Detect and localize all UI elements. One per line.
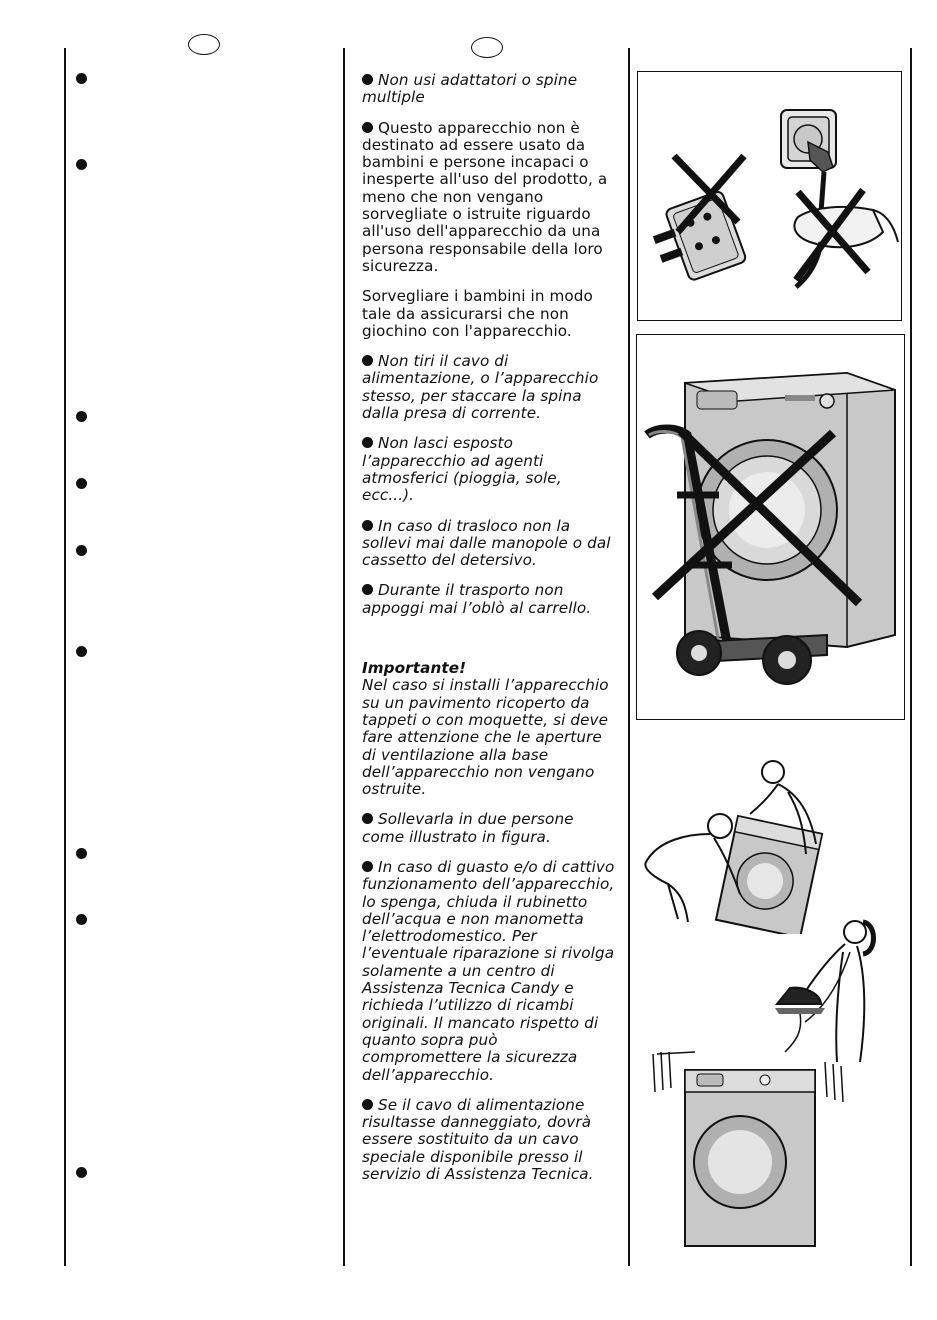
paragraph-moving: In caso di trasloco non la sollevi mai dalle manopole o dal cassetto del detersivo.	[362, 516, 611, 570]
two-person-lift-icon	[638, 754, 838, 934]
paragraph-supervise-children: Sorvegliare i bambini in modo tale da assicurarsi che non giochino con l'apparecchio.	[362, 287, 593, 340]
bullet-dot	[362, 584, 373, 595]
no-adapter-icon	[638, 72, 901, 320]
bullet-dot	[362, 1099, 373, 1110]
left-bullet	[76, 159, 87, 170]
safety-text-column	[362, 72, 618, 1196]
no-trolley-icon	[637, 335, 904, 719]
figure-fault-call	[645, 912, 885, 1252]
bullet-dot	[362, 861, 373, 872]
language-marker-left	[188, 34, 220, 55]
left-bullet	[76, 411, 87, 422]
paragraph-two-person-lift: Sollevarla in due persone come illustrato in figura.	[362, 810, 574, 846]
figure-two-person-lift	[638, 754, 838, 934]
left-bullet	[76, 1167, 87, 1178]
bullet-dot	[362, 122, 373, 133]
column-rule-middle	[343, 48, 345, 1266]
column-rule-left	[64, 48, 66, 1266]
important-heading: Importante!	[362, 659, 467, 678]
language-marker-right	[471, 37, 503, 58]
fault-phone-icon	[645, 912, 885, 1252]
bullet-dot	[362, 74, 373, 85]
paragraph-weather-exposure: Non lasci esposto l’apparecchio ad agenti atmosferici (pioggia, sole, ecc...).	[362, 434, 562, 505]
bullet-dot	[362, 355, 373, 366]
bullet-dot	[362, 813, 373, 824]
paragraph-fault: In caso di guasto e/o di cattivo funzionamento dell’apparecchio, lo spenga, chiuda il rubinetto dell’acqua e non manometta l’elettrodomestico. Per l’eventuale riparazione si rivolga solamente a un centro di Assistenza Tecnica Candy e richieda l’utilizzo di ricambi originali. Il mancato rispetto di quanto sopra può compromettere la sicurezza dell’apparecchio.	[362, 857, 615, 1084]
bullet-dot	[362, 520, 373, 531]
left-bullet	[76, 646, 87, 657]
paragraph-transport-door: Durante il trasporto non appoggi mai l’oblò al carrello.	[362, 581, 592, 617]
paragraph-no-adapters: Non usi adattatori o spine multiple	[362, 71, 578, 107]
column-rule-edge	[910, 48, 912, 1266]
figure-adapter-plug	[637, 71, 902, 321]
left-bullet	[76, 73, 87, 84]
paragraph-children-warning: Questo apparecchio non è destinato ad essere usato da bambini e persone incapaci o inesperte all'uso del prodotto, a meno che non vengano sorvegliate o istruite riguardo all'uso dell'apparecchio da una persona responsabile della loro sicurezza.	[362, 118, 608, 275]
figure-trolley	[636, 334, 905, 720]
paragraph-important: Importante! Nel caso si installi l’apparecchio su un pavimento ricoperto da tappeti o con moquette, si deve fare attenzione che le aperture di ventilazione alla base dell’apparecchio non vengano ostruite.	[362, 660, 618, 798]
left-bullet	[76, 478, 87, 489]
bullet-dot	[362, 437, 373, 448]
paragraph-do-not-pull-cable: Non tiri il cavo di alimentazione, o l’apparecchio stesso, per staccare la spina dalla presa di corrente.	[362, 352, 599, 423]
left-bullet	[76, 848, 87, 859]
paragraph-damaged-cable: Se il cavo di alimentazione risultasse danneggiato, dovrà essere sostituito da un cavo speciale disponibile presso il servizio di Assistenza Tecnica.	[362, 1095, 594, 1184]
column-rule-right	[628, 48, 630, 1266]
left-bullet	[76, 914, 87, 925]
left-bullet	[76, 545, 87, 556]
